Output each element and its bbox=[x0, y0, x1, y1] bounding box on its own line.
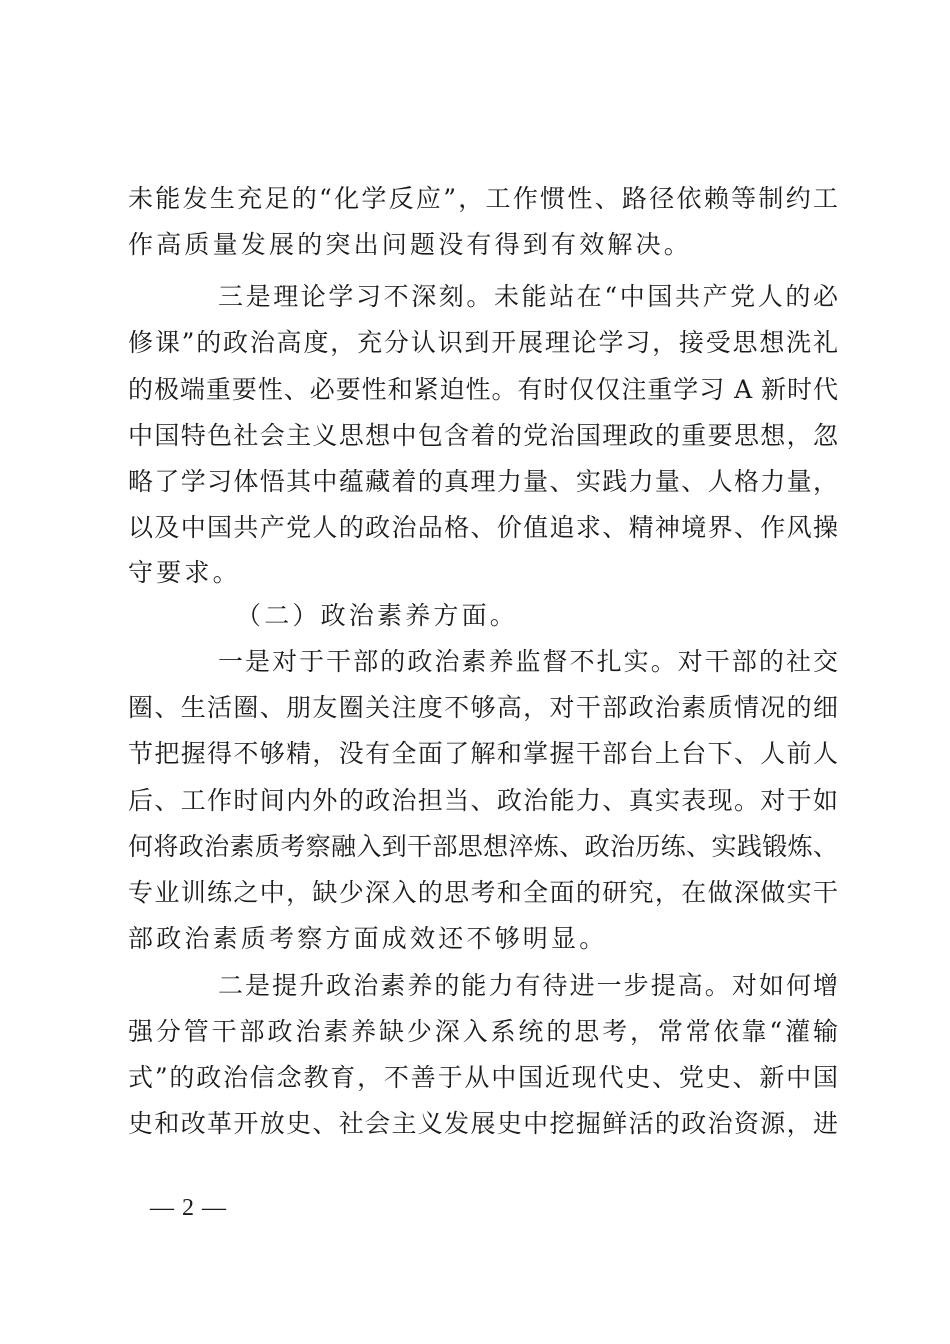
body-text-line: 史和改革开放史、社会主义发展史中挖掘鲜活的政治资源，进 bbox=[128, 1109, 838, 1138]
body-text-line: 强分管干部政治素养缺少深入系统的思考，常常依靠“灌输 bbox=[128, 1017, 838, 1046]
body-text-line: 略了学习体悟其中蕴藏着的真理力量、实践力量、人格力量， bbox=[128, 467, 838, 496]
paragraph-first-line: 一是对于干部的政治素养监督不扎实。对干部的社交 bbox=[218, 647, 838, 676]
body-text-line: 节把握得不够精，没有全面了解和掌握干部台上台下、人前人 bbox=[128, 739, 838, 768]
paragraph-first-line: 三是理论学习不深刻。未能站在“中国共产党人的必 bbox=[218, 282, 838, 311]
body-text-line: 中国特色社会主义思想中包含着的党治国理政的重要思想，忽 bbox=[128, 421, 838, 450]
body-text-line: 式”的政治信念教育，不善于从中国近现代史、党史、新中国 bbox=[128, 1063, 838, 1092]
body-text-line: 圈、生活圈、朋友圈关注度不够高，对干部政治素质情况的细 bbox=[128, 693, 838, 722]
body-text-line: 部政治素质考察方面成效还不够明显。 bbox=[128, 924, 608, 953]
body-text-line: 后、工作时间内外的政治担当、政治能力、真实表现。对于如 bbox=[128, 786, 838, 815]
body-text-line: 修课”的政治高度，充分认识到开展理论学习，接受思想洗礼 bbox=[128, 328, 838, 357]
body-text-line: 何将政治素质考察融入到干部思想淬炼、政治历练、实践锻炼、 bbox=[128, 832, 838, 861]
body-text-line: 未能发生充足的“化学反应”，工作惯性、路径依赖等制约工 bbox=[128, 184, 838, 213]
body-text-line: 作高质量发展的突出问题没有得到有效解决。 bbox=[128, 230, 693, 259]
body-text-line: 以及中国共产党人的政治品格、价值追求、精神境界、作风操 bbox=[128, 513, 838, 542]
section-heading: （二）政治素养方面。 bbox=[236, 601, 519, 630]
body-text-line: 的极端重要性、必要性和紧迫性。有时仅仅注重学习 A 新时代 bbox=[128, 375, 838, 404]
body-text-line: 专业训练之中，缺少深入的思考和全面的研究，在做深做实干 bbox=[128, 878, 838, 907]
page-number: — 2 — bbox=[150, 1195, 227, 1221]
body-text-line: 守要求。 bbox=[128, 558, 241, 587]
paragraph-first-line: 二是提升政治素养的能力有待进一步提高。对如何增 bbox=[218, 971, 838, 1000]
